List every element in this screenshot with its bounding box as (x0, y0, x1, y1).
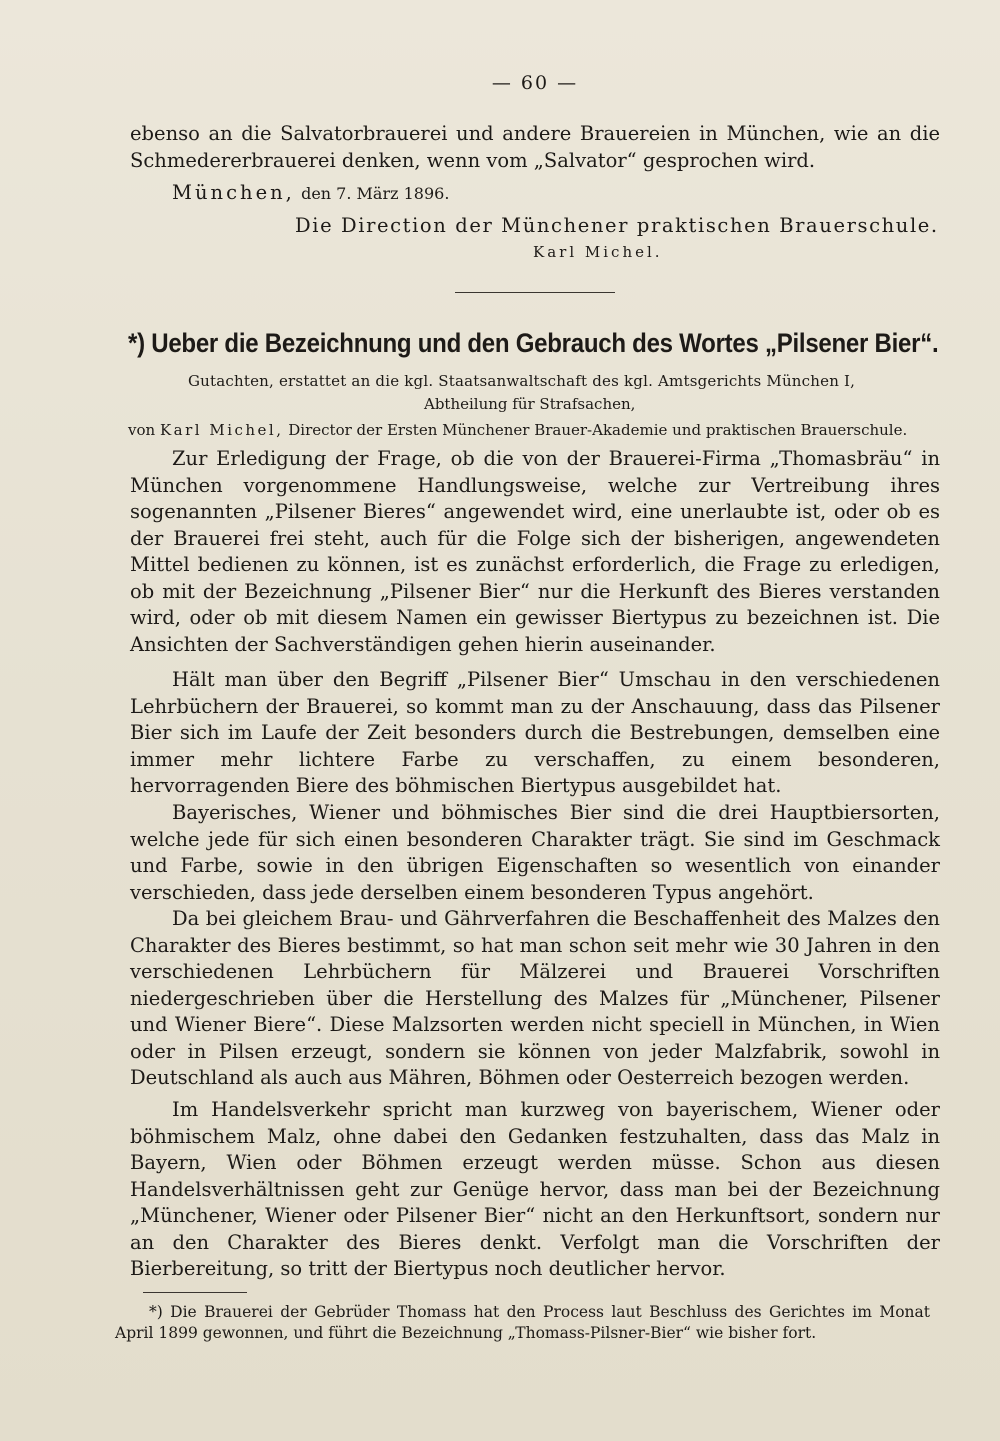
body-paragraph-5: Im Handelsverkehr spricht man kurzweg von bayerischem, Wiener oder böhmischem Malz, ohne dabei den Gedanken festzuhalten, dass das Malz in Bayern, Wien oder Böhmen erzeugt werden müsse. Schon aus diesen Handelsverhältnissen geht zur Genüge hervor, dass man bei der Bezeichnung „Münchener, Wiener oder Pilsener Bier“ nicht an den Herkunftsort, sondern nur an den Charakter des Bieres denkt. Verfolgt man die Vorschriften der Bierbereitung, so tritt der Biertypus noch deutlicher hervor. (130, 1098, 940, 1280)
footnote-divider (143, 1292, 247, 1293)
section-divider (455, 292, 615, 293)
dateline-date: den 7. März 1896. (301, 184, 450, 203)
footnote: *) Die Brauerei der Gebrüder Thomass hat den Process laut Beschluss des Gerichtes im Monat April 1899 gewonnen, und führt die Bezeichnung „Thomass-Pilsner-Bier“ wie bisher fort. (115, 1303, 930, 1342)
signature-name: Karl Michel. (533, 243, 663, 261)
page-number: — 60 — (491, 72, 579, 94)
article-subtitle-2: Abtheilung für Strafsachen, (424, 395, 636, 413)
article-title: *) Ueber die Bezeichnung und den Gebrauch des Wortes „Pilsener Bier“. (128, 328, 939, 358)
body-paragraph-1: Zur Erledigung der Frage, ob die von der Brauerei-Firma „Thomasbräu“ in München vorgenommene Handlungsweise, welche zur Vertreibung ihres sogenannten „Pilsener Bieres“ angewendet wird, eine unerlaubte ist, oder ob es der Brauerei frei steht, auch für die Folge sich der bisherigen, angewendeten Mittel bedienen zu können, ist es zunächst erforderlich, die Frage zu erledigen, ob mit der Bezeichnung „Pilsener Bier“ nur die Herkunft des Bieres verstanden wird, oder ob mit diesem Namen ein gewisser Biertypus zu bezeichnen ist. Die Ansichten der Sachverständigen gehen hierin auseinander. (130, 447, 940, 656)
signature-organization: Die Direction der Münchener praktischen Brauerschule. (295, 214, 939, 237)
article-title-container (128, 322, 950, 362)
dateline (172, 181, 449, 204)
article-subtitle-1: Gutachten, erstattet an die kgl. Staatsanwaltschaft des kgl. Amtsgerichts München I, (188, 372, 856, 390)
dateline-place: München, (172, 181, 295, 204)
body-paragraph-3: Bayerisches, Wiener und böhmisches Bier sind die drei Hauptbiersorten, welche jede für sich einen besonderen Charakter trägt. Sie sind im Geschmack und Farbe, sowie in den übrigen Eigenschaften so wesentlich von einander verschieden, dass jede derselben einem besonderen Typus angehört. (130, 801, 940, 904)
body-paragraph-4: Da bei gleichem Brau- und Gährverfahren die Beschaffenheit des Malzes den Charakter des Bieres bestimmt, so hat man schon seit mehr wie 30 Jahren in den verschiedenen Lehrbüchern für Mälzerei und Brauerei Vorschriften niedergeschrieben über die Herstellung des Malzes für „Münchener, Pilsener und Wiener Biere“. Diese Malzsorten werden nicht speciell in München, in Wien oder in Pilsen erzeugt, sondern sie können von jeder Malzfabrik, sowohl in Deutschland als auch aus Mähren, Böhmen oder Oesterreich bezogen werden. (130, 907, 940, 1089)
author-role: Director der Ersten Münchener Brauer-Akademie und praktischen Brauerschule. (288, 421, 908, 439)
author-name: Karl Michel, (159, 421, 284, 439)
author-prefix: von (128, 421, 156, 439)
article-author-line (128, 421, 907, 439)
body-paragraph-2: Hält man über den Begriff „Pilsener Bier“ Umschau in den verschiedenen Lehrbüchern der Brauerei, so kommt man zu der Anschauung, dass das Pilsener Bier sich im Laufe der Zeit besonders durch die Bestrebungen, demselben eine immer mehr lichtere Farbe zu verschaffen, zu einem besonderen, hervorragenden Biere des böhmischen Biertypus ausgebildet hat. (130, 668, 940, 797)
opening-paragraph: ebenso an die Salvatorbrauerei und andere Brauereien in München, wie an die Schmedererbrauerei denken, wenn vom „Salvator“ gesprochen wird. (130, 122, 940, 172)
